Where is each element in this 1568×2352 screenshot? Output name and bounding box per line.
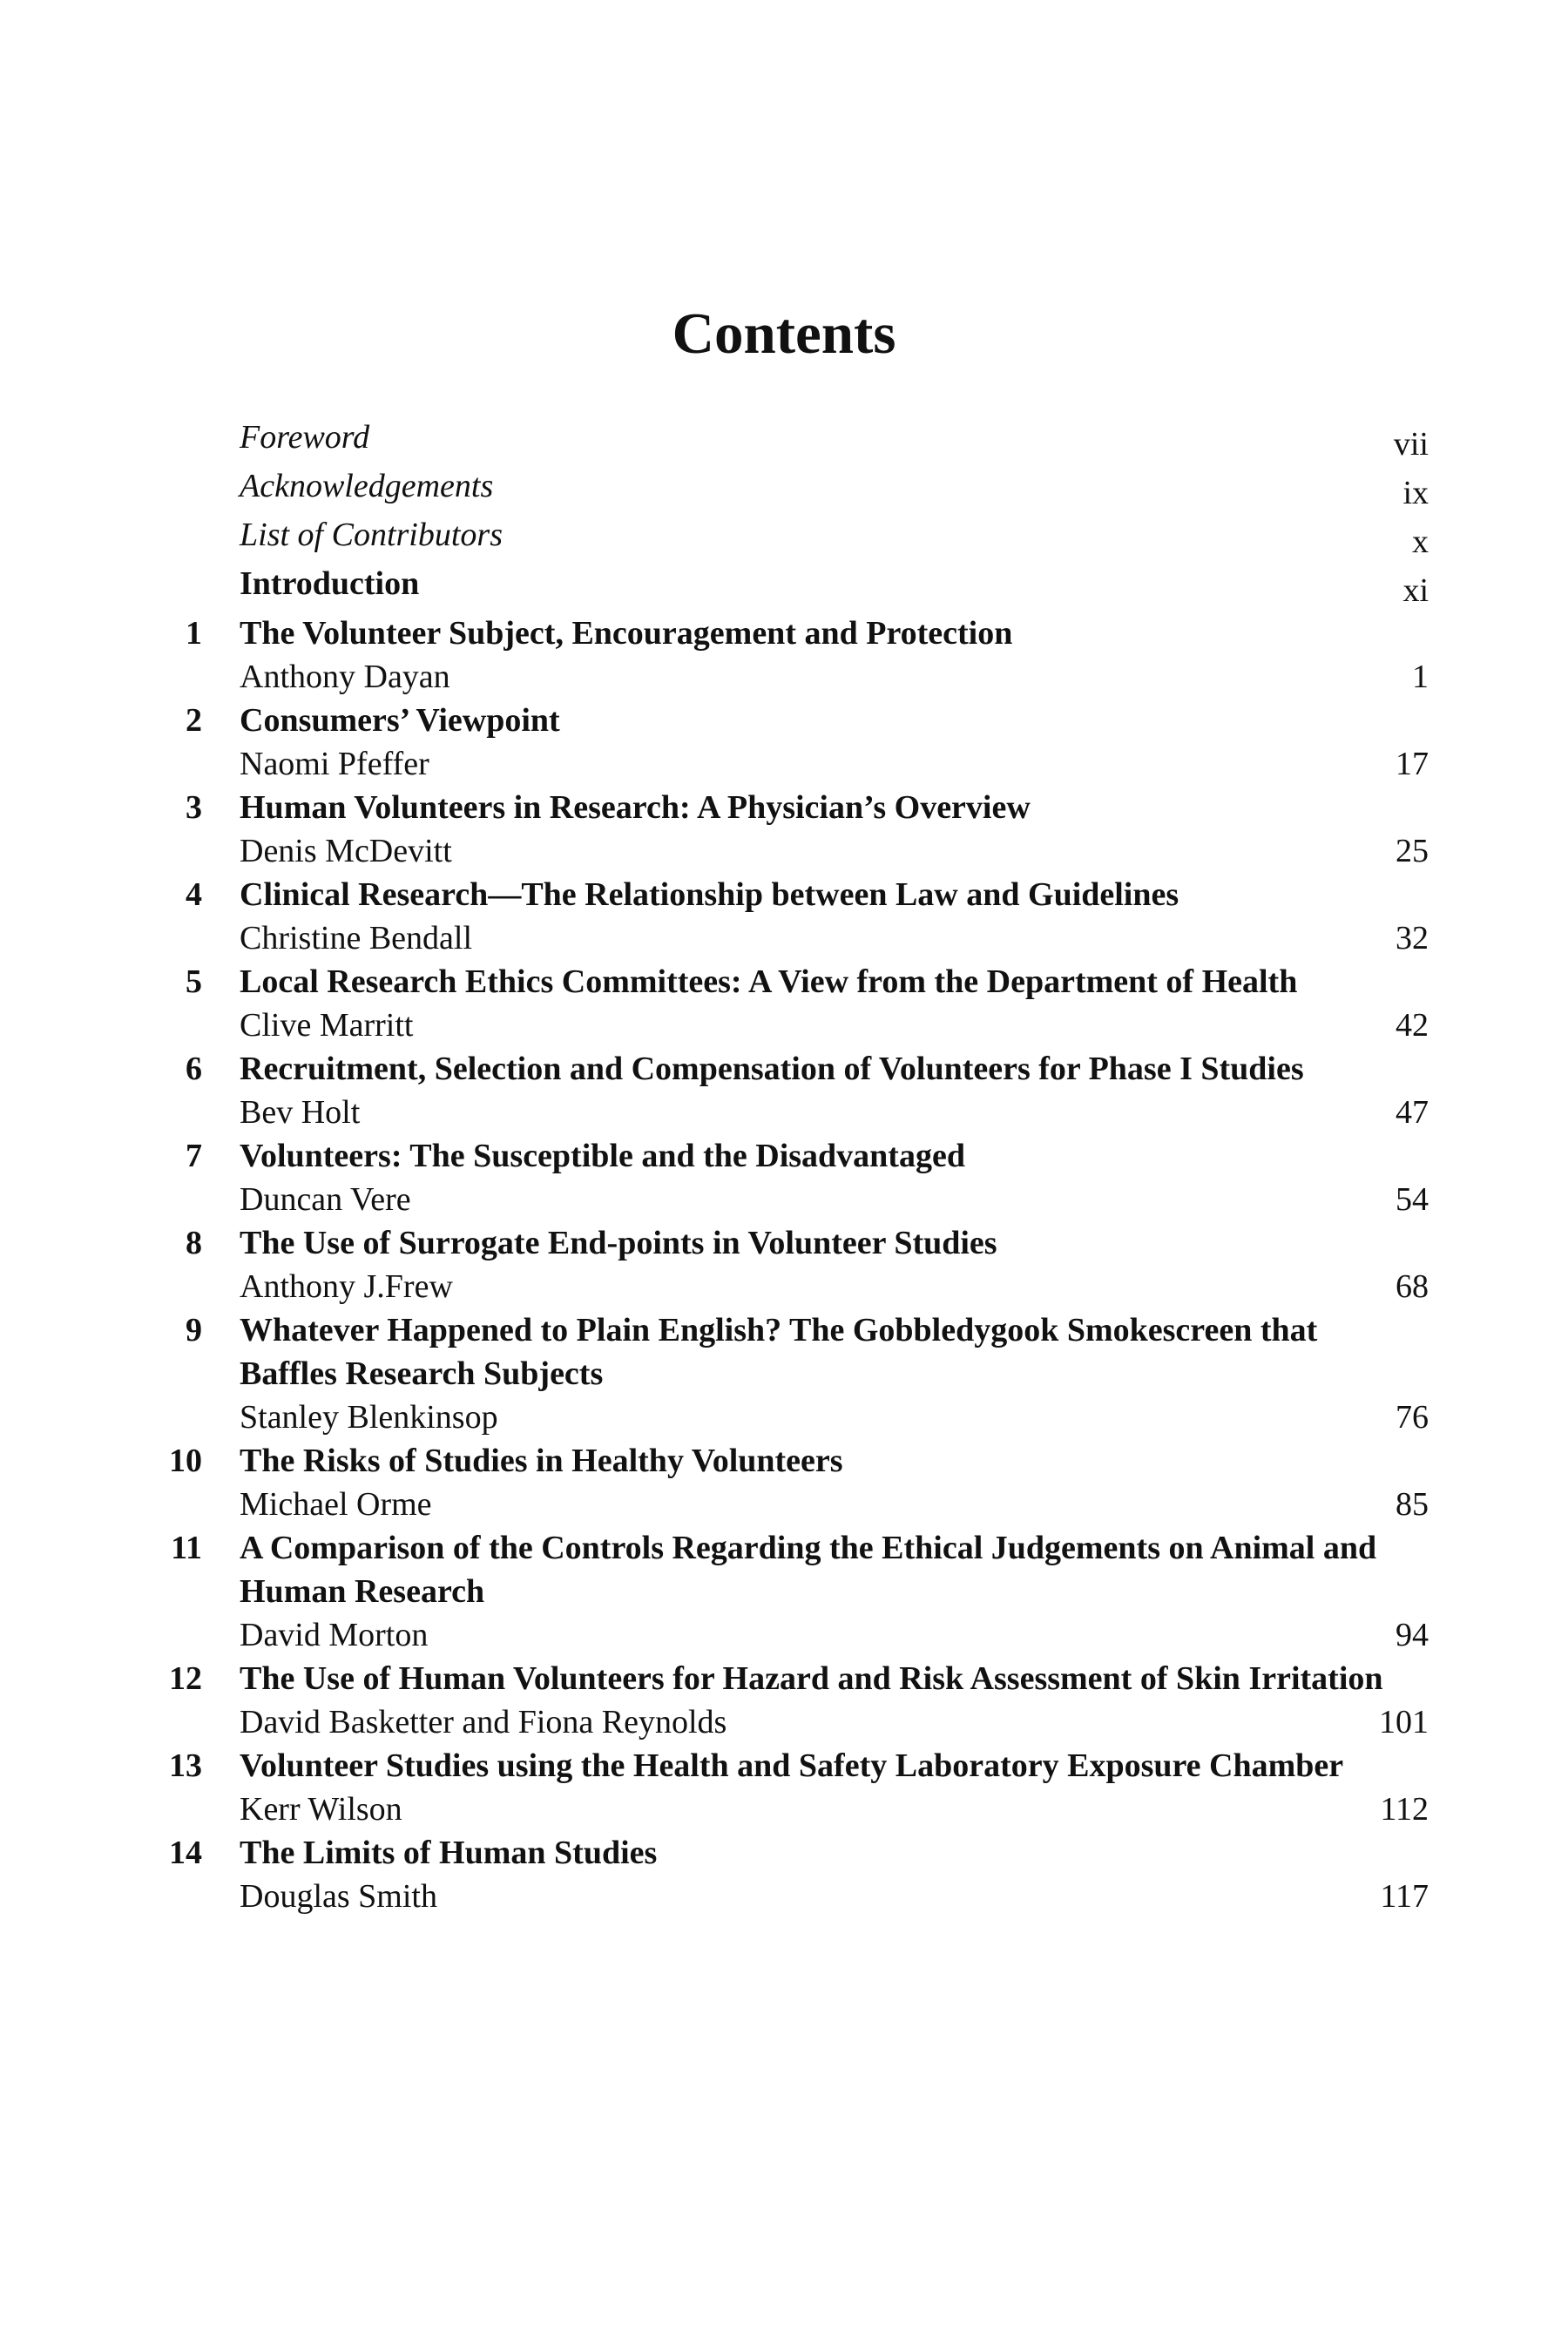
chapter-number: 7 bbox=[186, 1138, 202, 1174]
page-number: vii bbox=[1393, 426, 1429, 463]
chapter-number: 4 bbox=[186, 876, 202, 913]
page-number: 32 bbox=[1396, 920, 1429, 956]
chapter-number: 6 bbox=[186, 1051, 202, 1087]
front-matter bbox=[148, 416, 1429, 612]
entry-title: Acknowledgements bbox=[240, 468, 494, 504]
page-number: 68 bbox=[1396, 1268, 1429, 1305]
page-number: 25 bbox=[1396, 833, 1429, 869]
chapter-number: 5 bbox=[186, 963, 202, 1000]
page-number: 101 bbox=[1379, 1704, 1429, 1740]
chapter-author-row bbox=[240, 1875, 1429, 1918]
page-number: 112 bbox=[1380, 1791, 1429, 1828]
chapter-title: The Use of Human Volunteers for Hazard and Risk Assessment of Skin Irritation bbox=[240, 1660, 1383, 1697]
chapter-number: 11 bbox=[171, 1530, 202, 1566]
page-number: ix bbox=[1402, 475, 1429, 511]
page-number: 76 bbox=[1396, 1399, 1429, 1436]
front-matter-entry bbox=[148, 563, 1429, 612]
page-number: xi bbox=[1402, 572, 1429, 609]
chapter-number: 8 bbox=[186, 1225, 202, 1261]
chapter-author: Denis McDevitt bbox=[240, 833, 452, 869]
chapter-title: The Use of Surrogate End-points in Volunteer Studies bbox=[240, 1225, 997, 1261]
page-number: 117 bbox=[1380, 1878, 1429, 1915]
chapter-title: Consumers’ Viewpoint bbox=[240, 702, 560, 739]
chapter-author-row bbox=[240, 1613, 1429, 1657]
chapter-number: 10 bbox=[169, 1443, 202, 1479]
chapter-entry bbox=[148, 1047, 1429, 1134]
chapter-number: 12 bbox=[169, 1660, 202, 1697]
chapter-author-row bbox=[240, 1265, 1429, 1308]
chapter-author: Anthony J.Frew bbox=[240, 1268, 453, 1305]
chapter-author: David Morton bbox=[240, 1617, 429, 1653]
chapter-entry bbox=[148, 1744, 1429, 1831]
chapter-entry bbox=[148, 1221, 1429, 1308]
chapter-title: A Comparison of the Controls Regarding the Ethical Judgements on Animal and Human Research bbox=[240, 1530, 1377, 1610]
entry-title: List of Contributors bbox=[240, 517, 503, 553]
chapter-title: Volunteer Studies using the Health and Safety Laboratory Exposure Chamber bbox=[240, 1747, 1344, 1784]
chapter-title: The Risks of Studies in Healthy Volunteers bbox=[240, 1443, 843, 1479]
chapter-author: Anthony Dayan bbox=[240, 659, 450, 695]
chapter-title: Whatever Happened to Plain English? The Gobbledygook Smokescreen that Baffles Research Subjects bbox=[240, 1312, 1318, 1392]
chapter-author-row bbox=[240, 1004, 1429, 1047]
front-matter-entry bbox=[148, 514, 1429, 563]
chapter-author: Duncan Vere bbox=[240, 1181, 411, 1218]
chapter-entry bbox=[148, 612, 1429, 699]
chapter-entry bbox=[148, 786, 1429, 873]
chapter-entry bbox=[148, 699, 1429, 786]
chapter-author: Douglas Smith bbox=[240, 1878, 437, 1915]
chapter-author: Stanley Blenkinsop bbox=[240, 1399, 498, 1436]
chapter-entry bbox=[148, 1439, 1429, 1526]
entry-title: Introduction bbox=[240, 565, 420, 602]
chapter-entry bbox=[148, 960, 1429, 1047]
chapter-title: Local Research Ethics Committees: A View from the Department of Health bbox=[240, 963, 1298, 1000]
page-number: x bbox=[1412, 524, 1429, 560]
page-number: 54 bbox=[1396, 1181, 1429, 1218]
chapter-number: 14 bbox=[169, 1835, 202, 1871]
chapter-author: Michael Orme bbox=[240, 1486, 432, 1523]
front-matter-entry bbox=[148, 416, 1429, 465]
chapter-entry bbox=[148, 1526, 1429, 1657]
chapter-author: Clive Marritt bbox=[240, 1007, 414, 1044]
chapter-number: 3 bbox=[186, 789, 202, 826]
page-title: Contents bbox=[672, 301, 896, 366]
chapter-author-row bbox=[240, 1700, 1429, 1744]
page-number: 47 bbox=[1396, 1094, 1429, 1131]
chapter-title: The Limits of Human Studies bbox=[240, 1835, 658, 1871]
chapter-author-row bbox=[240, 655, 1429, 699]
entry-title: Foreword bbox=[240, 419, 370, 456]
page-number: 17 bbox=[1396, 746, 1429, 782]
chapter-author: Kerr Wilson bbox=[240, 1791, 402, 1828]
table-of-contents bbox=[148, 416, 1429, 1918]
front-matter-entry bbox=[148, 465, 1429, 514]
chapter-entry bbox=[148, 873, 1429, 960]
chapter-author: Naomi Pfeffer bbox=[240, 746, 429, 782]
page-number: 85 bbox=[1396, 1486, 1429, 1523]
chapter-number: 13 bbox=[169, 1747, 202, 1784]
chapter-number: 9 bbox=[186, 1312, 202, 1348]
chapter-author: Bev Holt bbox=[240, 1094, 361, 1131]
chapter-number: 1 bbox=[186, 615, 202, 652]
chapter-author-row bbox=[240, 1091, 1429, 1134]
chapter-entry bbox=[148, 1657, 1429, 1744]
chapter-title: Clinical Research—The Relationship between Law and Guidelines bbox=[240, 876, 1179, 913]
page-number: 42 bbox=[1396, 1007, 1429, 1044]
chapter-author: David Basketter and Fiona Reynolds bbox=[240, 1704, 727, 1740]
chapter-author-row bbox=[240, 742, 1429, 786]
chapter-author-row bbox=[240, 1483, 1429, 1526]
chapter-author-row bbox=[240, 916, 1429, 960]
chapter-title: The Volunteer Subject, Encouragement and Protection bbox=[240, 615, 1013, 652]
chapter-entry bbox=[148, 1831, 1429, 1918]
chapter-number: 2 bbox=[186, 702, 202, 739]
chapter-title: Volunteers: The Susceptible and the Disadvantaged bbox=[240, 1138, 965, 1174]
chapter-author-row bbox=[240, 1396, 1429, 1439]
chapter-author-row bbox=[240, 1178, 1429, 1221]
page-number: 1 bbox=[1412, 659, 1429, 695]
chapter-author-row bbox=[240, 829, 1429, 873]
chapter-entry bbox=[148, 1308, 1429, 1439]
chapter-title: Recruitment, Selection and Compensation of Volunteers for Phase I Studies bbox=[240, 1051, 1304, 1087]
chapter-author: Christine Bendall bbox=[240, 920, 473, 956]
chapter-list bbox=[148, 612, 1429, 1918]
page-number: 94 bbox=[1396, 1617, 1429, 1653]
chapter-title: Human Volunteers in Research: A Physician’s Overview bbox=[240, 789, 1031, 826]
chapter-entry bbox=[148, 1134, 1429, 1221]
chapter-author-row bbox=[240, 1788, 1429, 1831]
